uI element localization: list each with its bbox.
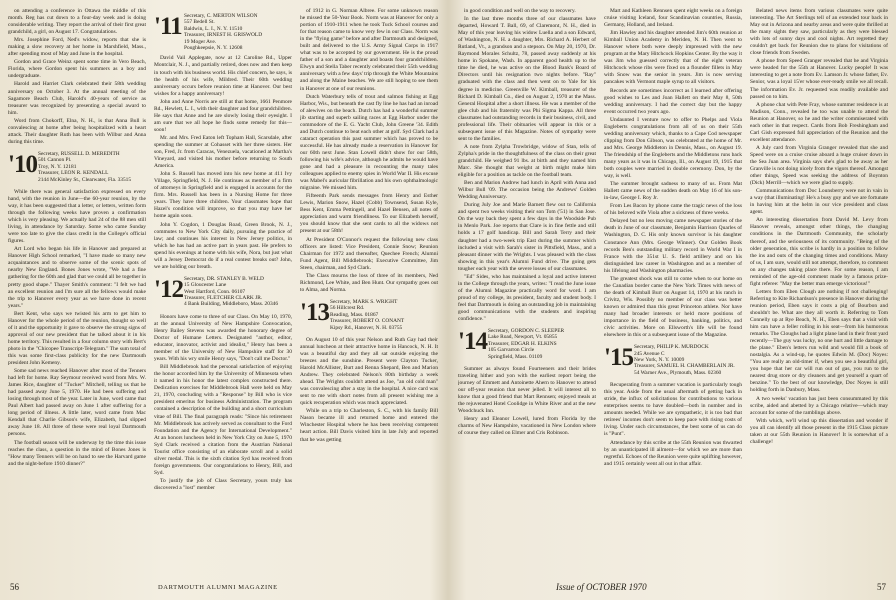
paragraph: During July Joe and Marie Barnett flew out to California and spent two weeks visiting their son Tom ('51) in San Jose. On the way back they spent a few days in the Woodside Pub in Menlo Park. Joe reports that Clare is in fine fettle and still holds a 17 golf handicap. Bill and Sarah Terry and their daughter had a two-week trip East during the summer which included a visit with Sarah's sister in Pittsfield, Mass., and a pleasant dinner with the Wrights. I was pleased with the class showing in this year's Alumni Fund drive. The going gets tougher each year with the severe losses of our classmates. bbox=[458, 202, 596, 272]
page-number-right: 57 bbox=[877, 582, 886, 592]
treasurer-address: Springfield, Mass. 01109 bbox=[488, 353, 543, 360]
class-header-1911 bbox=[154, 13, 292, 51]
paragraph: Mr. and Mrs. Fred Eaton left Topham Hall, Scarsdale, after spending the summer at Cohasset with her three sisters. Her son, Fred, Jr. from Caracas, Venezuela, vacationed at Martha's Vineyard, and visited his mother before returning to South America. bbox=[154, 134, 292, 170]
paragraph: A July card from Virginia Granger revealed that she and Speed were on a cruise cruise aboard a huge cruiser down in the Sea Juan area. Virginia says she's glad to be away as her Granville is not doing nicely from the vigors thereof. Amongst other things, Speed was seeking the address of Boynton (Dick) Merrill—which we were glad to supply. bbox=[750, 144, 888, 187]
paragraph: The Class mourns the loss of three of its members, Ned Richmond, Lee White, and Ben Hunt. Our sympathy goes out to Alma, and Norma. bbox=[300, 272, 438, 293]
secretary-address: 557 Bedell St. bbox=[184, 19, 215, 26]
paragraph: Henry and Eleanor Lowell, lured from Florida by the charms of New Hampshire, vacationed in New London where of course they called on Elmer and Cris Robinson. bbox=[458, 416, 596, 437]
paragraph: Mrs. Josephine Ford, Ned's widow, reports that she is making a slow recovery at her home in Marshfield, Mass., after spending most of May and June in the hospital. bbox=[8, 37, 146, 58]
paragraph: John Y. Cogdon, 1 Douglas Road, Green Brook, N. J., commutes to New York City daily, pursuing the practice of law; and continues his interest in New Jersey politics, in which he has had an active part in years past. He prefers to spend his evenings at home with his wife, Nora, but just what will a Jersey Democrat do if a real contest breaks out? John, we are holding our breath. bbox=[154, 221, 292, 270]
paragraph: In the last three months three of our classmates have departed, Howard T. Ball, 69, of Claremont, N. H., died in May of this year leaving his widow Luella and a son Edward, of Washington, N. H. a daughter, Mrs. Richard A. Herbert of Rutland, Vt., a grandson and a stepson. On May 20, 1970, Dr. Raymond Morales Schultz, 78, passed away suddenly at his home in Spokane, Wash. In apparent good health up to the time he died, he was active on the Blood Bank's Board of Directors until his resignation two nights before. "Ray" graduated with the class and then went on to Yale for his degree in medicine. Greenville W. Kimball, treasurer of the Richard D. Kimball Co., died on August 2, 1970 at the Mass. General Hospital after a short illness. He was a member of the glee club and his fraternity was Phi Sigma Kappa. All three classmates had outstanding records in their business, civil, and professional life. Their obituaries will appear in this or a subsequent issue of this Magazine. Notes of sympathy were sent to the families. bbox=[458, 16, 596, 142]
paragraph: "Ed" Sides, who has maintained a loyal and active interest in the College through the years, writes: "I read the June issue of the Alumni Magazine practically word for word. I am proud of my college, its president, faculty and student body. I feel that Dartmouth is doing an outstanding job in maintaining good communications with the students and inspiring confidence." bbox=[458, 273, 596, 323]
paragraph: From Les Bacon by phone came the tragic news of the loss of his beloved wife Viola after a sickness of three weeks. bbox=[604, 203, 742, 217]
paragraph: in good condition and well on the way to recovery. bbox=[464, 8, 576, 14]
paragraph: David Vail Applegate, now at 12 Caroline Rd., Upper Montclair, N. J., and partially retired, does now and then keep in touch with his business world. His chief concern, he says, is the health of his wife, Mildred. Their 60th wedding anniversary occurs before reunion time at Hanover. Our best wishes for a happy anniversary! bbox=[154, 55, 292, 97]
class-year: '12 bbox=[154, 275, 183, 303]
treasurer-address: 19 Moger Ave. bbox=[184, 38, 217, 45]
paragraph: Gordon and Grace Weinz spent some time in Vero Beach, Florida, where Gordon spent his summers as a boy and undergraduate. bbox=[8, 59, 146, 80]
paragraph: An interesting dissertation from David M. Levy from Hanover reveals, amongst other things, the changing conditions in the Dartmouth Community, the scholarly thereof, and the seriousness of its community. "Being of the older generation, this scribe is hardly in a position to follow the ins and outs of the changing times and conditions. Many of us, I am sure, would still not attempt, therefore, to comment on any changes taking place there. For some reason, I am reminded of the age-old comment made by a famous prize-fight referee: "May the better man emerge victorious!" bbox=[750, 217, 888, 287]
secretary-title: Secretary, C. MERTON WILSON bbox=[184, 13, 258, 19]
paragraph: A phone chat with Pete Fray, whose summer residence is at Madison, Conn., revealed he too was unable to attend the Reunion at Hanover, so he and the writer commiserated with each other in that respect. Cards from Bob Freshingham and Carl Gish expressed full appreciation of the Reunion and the excellent attendance. bbox=[750, 101, 888, 143]
paragraph: Word from Chokorff, Elna, N. H., is that Anna Bull is convalescing at home after being hospitalized with a heart attack. Their daughter Ruth has been with Wilbur and Anna during this time. bbox=[8, 117, 146, 145]
paragraph: Attendance by this scribe at the 55th Reunion was thwarted by an unanticipated ill ailment—for which we are more than regretful. Echoes of the Reunion were quite uplifting however, and 1915 certainly went all out in that affair. bbox=[604, 439, 742, 467]
treasurer-address: 54 Warner Ave., Plymouth, Mass. 02360 bbox=[634, 369, 722, 376]
class-year: '15 bbox=[604, 344, 633, 372]
secretary-title: Secretary, RUSSELL D. MEREDITH bbox=[38, 150, 120, 157]
paragraph: Bert Kent, who says we twisted his arm to get him to Hanover for the whole period of the reunion, thought so well of it and the opportunity it gave to observe the strong signs of approval of our new president that he talked about it in his home territory. This resulted in a four column story with Bert's photo in the "Chicopee Transcript-Telegram." The sum total of this was some first-class publicity for the new Dartmouth president John Kemeny. bbox=[8, 310, 146, 367]
paragraph: While on a trip to Charleston, S. C., with his family Bill Nason became ill and returned home and entered the Winchester Hospital where he has been receiving competent heart action. Bill Davis visited him in late July and reported that he was getting bbox=[300, 408, 438, 443]
paragraph: Some sad news reached Hanover after most of the Tenners had left for home. Ray Seymour received word from Mrs. W. James Rice, daughter of "Tucker" Mitchell, telling us that he had passed away June 5, 1970. He had been suffering and losing through most of the year. Later in June, word came that Paul Albert had passed away on June 1 after suffering for a long period of illness. A little later, word came from Mac Kendall that Charlie Gibson's wife, Elizabeth, had slipped away June 18. All three of these were real loyal Dartmouth persons. bbox=[8, 368, 146, 438]
treasurer-title: Treasurer, IRNEST H. GRISWOLD bbox=[184, 32, 263, 39]
secretary-address: 501 Cannon Pl. bbox=[38, 157, 72, 164]
treasurer-address: Kipsy Rd., Hanover, N. H. 03755 bbox=[330, 324, 403, 331]
paragraph: on attending a conference in Ottawa the middle of this month. Reg has cut down to a four-day week and is doing considerable writing. They report the arrival of their first great grandchild, a girl, on August 17. Congratulations. bbox=[8, 8, 146, 36]
paragraph: Bill Middlebrook had the personal satisfaction of enjoying the honor accorded him by the University of Minnesota when it named in his honor the latest complex constructed there. Dedication exercises for Middlebrook Hall were held on May 21, 1970, concluding with a "Response" by Bill who is vice president emeritus for business Administration. The program contained a description of the building and a short curriculum vitae of Bill. The final paragraph reads: "Since his retirement Mr. Middlebrook has actively served as consultant to the Ford Foundation and the Agency for International Development." At an honors luncheon held in New York City on June 5, 1970 Syd Clark received a citation from the Austrian National Tourist office consisting of an elaborate scroll and a solid silver medal. This is the sixth citation Syd has received from foreign governments. Our congratulations to Henry, Bill, and Syd. bbox=[154, 364, 292, 476]
paragraph: Summer as always found Fourteeners and their brides traveling hither and yon with the earliest report being the journey of Emmett and Antoinette Ahern to Hanover to attend our off-year reunion that never jelled. It will interest all to know that a good friend that Mart Rennsen; enjoyed meals at the rejuvenated Hotel Coolidge in White River and at the new Woodchuck Inn. bbox=[458, 366, 596, 415]
right-column-2 bbox=[604, 8, 742, 574]
left-column-2 bbox=[154, 8, 292, 574]
paragraph: While there was general satisfaction expressed on every hand, with the reunion in June—the 60-year reunion, by the way, it has been suggested that a letter, or letters, written form through the following weeks have proven a confirmation which is very pleasing. We actually had 24 of the 88 men still living, in attendance by Saturday. Some who came Sunday were too late to give the class credit in the College's official figures. bbox=[8, 188, 146, 245]
paragraph: Dutch Waterbury tells of trout and salmon fishing at Egg Harbor, Wis., but beneath the cast fly line he has had an inroad of alewives on the beach. Dutch has had a wonderful summer jib starting and superb sailing races at Egg Harbor under the commodore of the E. G. Yacht Club, John Greene '34. Edith and Dutch continue to beat each other at golf. Syd Clark had a cataract operation this past summer which has proved to be successful. He has already made a reservation in Hanover for our 60th next June. Stan Lowell didn't show for our 58th, following his wife's advice, although he admits he would have gone and had a pleasure in recounting the many tales colleagues applied to enemy spies in World War II. His excuse was Mabel's auricular fibrillation and his own ophthalmologic migraine. We missed him. bbox=[300, 93, 438, 192]
paragraph: The summer brought sadness to many of us. From Mat Hallett came news of the sudden death on May 16 of his son-in-law, George I. Roy Jr. bbox=[604, 181, 742, 202]
treasurer-address: Poughkeepsie, N. Y. 12608 bbox=[184, 45, 243, 52]
secretary-address: Baldwin, L. I., N. Y. 11510 bbox=[184, 25, 243, 32]
class-header-1912 bbox=[154, 276, 292, 310]
treasurer-title: Treasurer, ROBERT O. CONANT bbox=[330, 318, 405, 325]
treasurer-address: 105 Garvarron Circle bbox=[488, 347, 535, 354]
treasurer-title: Treasurer, EDGAR H. ELKINS bbox=[488, 340, 557, 347]
paragraph: Art Lord who began his life in Hanover and prepared at Hanover High School remarked, "I have made so many new acquaintances and to observe some of the scenic spots of nearby New England. Bones Jones wrote, "We had a fine gathering for the 60th and glad that we could all be together in pretty good shape." Thayer Smith's comment: "I felt we had an excellent reunion and I'm sure all the fellows would make the trip to Hanover every year as we have done in recent years." bbox=[8, 246, 146, 309]
secretary-address: 15 Gloucester Lane bbox=[184, 282, 227, 289]
right-column-1 bbox=[458, 8, 596, 574]
issue-label: Issue of OCTOBER 1970 bbox=[556, 582, 647, 592]
paragraph: The greatest shock was still to come when to our home on the Canadian border came the New York Times with news of the death of Kimball Burr on August 14, 1970 at his ranch in Crivitz, Wis. Possibly no member of our class was better known or admired than this great Princeton athlete. Nor have many had broader interests or held more positions of importance in the field of business, banking, politics, and civic activities. More on Ellsworth's life will be found elsewhere in this or a subsequent issue of the Magazine. bbox=[604, 275, 742, 339]
paragraph: A two weeks' vacation has just been consummated by this scribe, aided and abetted by a Chicago relative—which may account for some of the ramblings above. bbox=[750, 395, 888, 416]
page-number-left: 56 bbox=[10, 582, 19, 592]
paragraph: Records are sometimes incorrect as I learned after offering good wishes to Les and Joan Hallett on their May 8, 50th wedding anniversary. I had the correct day but the happy event occurred two years ago. bbox=[604, 87, 742, 115]
paragraph: Ben and Marion Andrew had lunch in April with Anna and Wilbur Bull '09. The occasion being the Andrews' Golden Wedding Anniversary. bbox=[458, 180, 596, 201]
secretary-address: West Hartford, Conn. 06107 bbox=[184, 288, 246, 295]
paragraph: of 1912 in G. Norman Albree. For some unknown reason he missed the 50-Year Book. Norm was at Hanover for only a portion of 1910-1911 when he took Tuck School courses and for that reason came to know very few in our Class. Norm was in the "flying game" before and after Dartmouth and designed, built and delivered to the U.S. Army Signal Corps in 1917 what was to be accepted by our government. He is the proud father of a son and a daughter and boasts four grandchildren. Elwyn and Stella Taber recently celebrated their 55th wedding anniversary with a few days' trip through the White Mountains and along the Maine beaches. We are still hoping to see them in Hanover at one of our reunions. bbox=[300, 8, 438, 92]
paragraph: Mart and Kathleen Rennsen spent eight weeks on a foreign cruise visiting Iceland, four Scandinavian countries, Russia, Germany, Holland, and Ireland. bbox=[604, 8, 742, 29]
treasurer-title: Treasurer, FLETCHER CLARK JR. bbox=[184, 295, 263, 302]
paragraph: John S. Russell has moved into his new home at 411 Ivy Village, Springfield, N. J. He continues as member of a firm of attorneys in Springfield and is engaged in accounts for the firm. Mrs. Russell has been in a Nursing Home for three years. They have three children. Your classmates hope that Hazel's condition will improve, so that you may have her home again soon. bbox=[154, 171, 292, 220]
class-header-1910 bbox=[8, 151, 146, 185]
treasurer-title: Treasurer, SAMUEL H. CHAMBERLAIN JR. bbox=[634, 363, 735, 370]
paragraph: With which, we'll wind up this dissertation and wonder if you all can identify all those present in the 1915 Class picture taken at our 55th Reunion in Hanover! It is somewhat of a challenge! bbox=[750, 417, 888, 445]
secretary-address: 56 Hillcrest Rd. bbox=[330, 305, 365, 312]
class-header-1915 bbox=[604, 344, 742, 378]
paragraph: Fifteenth Park sends messages from Henry and Esther Lewis, Marion Snow, Hazel (Cobb) Townsend, Susan Kyle, Bess Kent, Emma Pettingell, and Hazel Bensen, all notes of appreciation and warm friendliness. To our Elizabeth herself, you should know that she sent cards to all the widows not present at our 58th! bbox=[300, 193, 438, 235]
class-year: '13 bbox=[300, 298, 329, 326]
secretary-title: Secretary, MARK S. WRIGHT bbox=[330, 298, 398, 305]
paragraph: Letters from Eben Clough are nothing if not challenging! Referring to Kite Richardson's presence in Hanover during the reunion period, Eben says it costs a pig of Bourbon and shouldn't be. What are they all worth it. Referring to Tom Connelly up at Rye Beach, N. H., Eben says that a visit with him can have a feller rolling in his seat—from his humorous remarks. The Cloughs had a light plane land in their front yard recently—The guy was lucky, no one hurt and little damage to the plane." Eben's letters run wild and would fill a book of nostalgia. As a wind-up, he quotes Edwin M. (Doc) Noyes: "You are really an old-timer if, when you see a beautiful girl, you hope that her car will run out of gas, you run to the nearest drug store or dry cleaners and get yourself a quart of benzine." To the best of our knowledge, Doc Noyes is still holding forth in Danbury, Mass. bbox=[750, 288, 888, 394]
secretary-address: Troy, N. Y. 12181 bbox=[38, 163, 77, 170]
class-year: '10 bbox=[8, 150, 37, 178]
secretary-title: Secretary, DR. STANLEY B. WELD bbox=[184, 275, 264, 282]
paragraph: A note from Zylpha Trowbridge, widow of Stan, tells of Zylpha's pride in the thoughtfulness of the class on their great grandchild. He weighed 91 lbs. at birth and they named him Marc. She thought that weight at birth might make him eligible for a position as tackle on the football team. bbox=[458, 143, 596, 179]
magazine-name: DARTMOUTH ALUMNI MAGAZINE bbox=[158, 584, 278, 591]
paragraph: Communications from Doc Lounsberry were not in vain in a way (that illuminating! He's a busy guy and we are fortunate in having him at the helm in our vice president and class agent. bbox=[750, 188, 888, 216]
secretary-title: Secretary, PHILIP K. MURDOCK bbox=[634, 344, 709, 351]
class-year: '14 bbox=[458, 328, 487, 356]
paragraph: The football season will be underway by the time this issue reaches the class, a question in the mind of Bones Jones is "How many Tenners will be on hand to see the Harvard game and the night-before 1910 dinner?" bbox=[8, 439, 146, 467]
secretary-address: New York, N. Y. 10009 bbox=[634, 356, 685, 363]
secretary-address: Reading, Mass. 01867 bbox=[330, 311, 379, 318]
paragraph: A phone from Speed Granger revealed that he and Virginia were headed for the 55th at Hanover. Lucky people! It was interesting to get a note from Ev. Lamson Jr. whose father, Ev. Senior, was a loyal 15'er whose ever-ready smile we all recall. The information Ev. Jr. requested was readily available and passed on to him. bbox=[750, 58, 888, 100]
secretary-address: 245 Avenue C bbox=[634, 350, 665, 357]
secretary-address: Lake Road, Newport, Vt. 05855 bbox=[488, 334, 558, 341]
right-column-3 bbox=[750, 8, 888, 574]
paragraph: Honors have come to three of our Class. On May 10, 1970, at the annual University of New Hampshire Convocation, Henry Bailey Stevens was awarded the honorary degree of Doctor of Humane Letters. Designated "author, editor, educator, innovator, activist and idealist," Henry has been a member of the University of New Hampshire staff for 30 years. With his wry smile Henry says, "Don't call me Doctor." bbox=[154, 313, 292, 363]
left-column-3 bbox=[300, 8, 438, 574]
paragraph: Delayed but no less moving came newspaper stories of the death in June of our classmate, Benjamin Harrison Quarles of Washington, D. C. His only known survivor is his daughter Constance Ann (Mrs. George Winner). Our Golden Book records Ben's outstanding military record in World War I in France with the 351st U. S. field artillery and on his distinguished law career in Washington and as a member of his lifelong and Washington pharmacies. bbox=[604, 218, 742, 274]
paragraph: Belated news items from various classmates were quite interesting. The Art Sterlings tell of an extended tour back in May out in Arizona and nearby areas and were quite thrilled at the many sights they saw, particularly as they were blessed with lots of sunny days and cool nights. Art regretted they couldn't get back for Reunion due to plans for visitations of close friends from Sweden. bbox=[750, 8, 888, 57]
paragraph: At President O'Connor's request the following new class officers are listed: Vice President, Connie Snow; Reunion Chairman for 1972 and thereafter, Quechee French; Alumni Fund Agent, Bill Middlebrook; Executive Committee, Jim Steen, chairman, and Syd Clark. bbox=[300, 236, 438, 271]
paragraph: Harold and Harriet Clark celebrated their 58th wedding anniversary on October 3. At the annual meeting of the Sagamore Beach Club, Harold's 40-years of service as treasurer was recognized by presenting a special award to him. bbox=[8, 81, 146, 116]
class-year: '11 bbox=[154, 13, 182, 40]
treasurer-address: 2144 McKinley St., Clearwater, Fla. 33515 bbox=[38, 176, 132, 183]
paragraph: John and Anne Norris are still at that home, 1661 Penmore Rd., Hewlett, L. I., with their daughter and four grandchildren. He says that Anne and he are slowly losing their eyesight. I am sure that we all hope he finds some remedy for this—soon! bbox=[154, 98, 292, 133]
secretary-title: Secretary, GORDON C. SLEEPER bbox=[488, 328, 565, 335]
treasurer-address: 4 Bank Building, Middleboro, Mass. 20346 bbox=[184, 301, 279, 308]
paragraph: Recuperating from a summer vacation is particularly tough this year. Aside from the usual aftermath of getting back in stride, the influx of solicitations for contributions to various enterprises seems to have doubled—both in number and in amounts needed. While we are sympathetic, it is too bad that retirees' incomes don't seem to keep pace with rising costs of living. Under such circumstances, the best some of us can do is "Punt". bbox=[604, 382, 742, 438]
class-header-1914 bbox=[458, 328, 596, 362]
paragraph: Undaunted I venture now to offer to Phelps and Viola Engleberts congratulations from all of us on their 55th wedding anniversary which, thanks to a Cape Cod newspaper clipping from Don Gibson, was celebrated at the home of Mr. and Mrs. George Middleton in Dennis, Mass., on August 19. The friendship of the Engleberts and the Middletons runs back many years as it was in Chicago, Ill., on August 19, 1915 that both couples were married in double ceremony. Don, by the way, is well. bbox=[604, 116, 742, 180]
right-page bbox=[448, 0, 896, 600]
paragraph: To justify the job of Class Secretary, yours truly has discovered a "lost" member bbox=[154, 477, 292, 491]
paragraph: Jim Hawley and his daughter attended Jim's 60th reunion at Kimball Union Academy in Meriden, N. H. Then went to Hanover where both were deeply impressed with the new program at the Mary Hitchcock Hopkins Center. By the way it was Jim who guessed correctly that of the eight veteran Hitchcock whose ribs were fixed on a flounder fillets in May with Snow was the senior in years. Jim is now serving pancakes with Vermont maple syrup to all visitors. bbox=[604, 30, 742, 86]
treasurer-title: Treasurer, LEON R. KENDALL bbox=[38, 170, 109, 177]
class-header-1913 bbox=[300, 299, 438, 333]
left-column-1 bbox=[8, 8, 146, 574]
paragraph: On August 10 of this year Nelson and Ruth Gay had their annual luncheon at their attractive home in Hancock, N. H. It was a beautiful day and they all sat outside enjoying the breezes and the sunshine. Present were Clayton Tucker, Harold McAllister, Burt and Renna Shepard, Ben and Marion Andrew. They celebrated Nelson's 80th birthday a week ahead. The Wrights couldn't attend as Joe, "an old cold man" was convalescing after a stay in the hospital. A nice card was sent to me with short notes from all present wishing me a quick recuperation which was much appreciated. bbox=[300, 336, 438, 407]
